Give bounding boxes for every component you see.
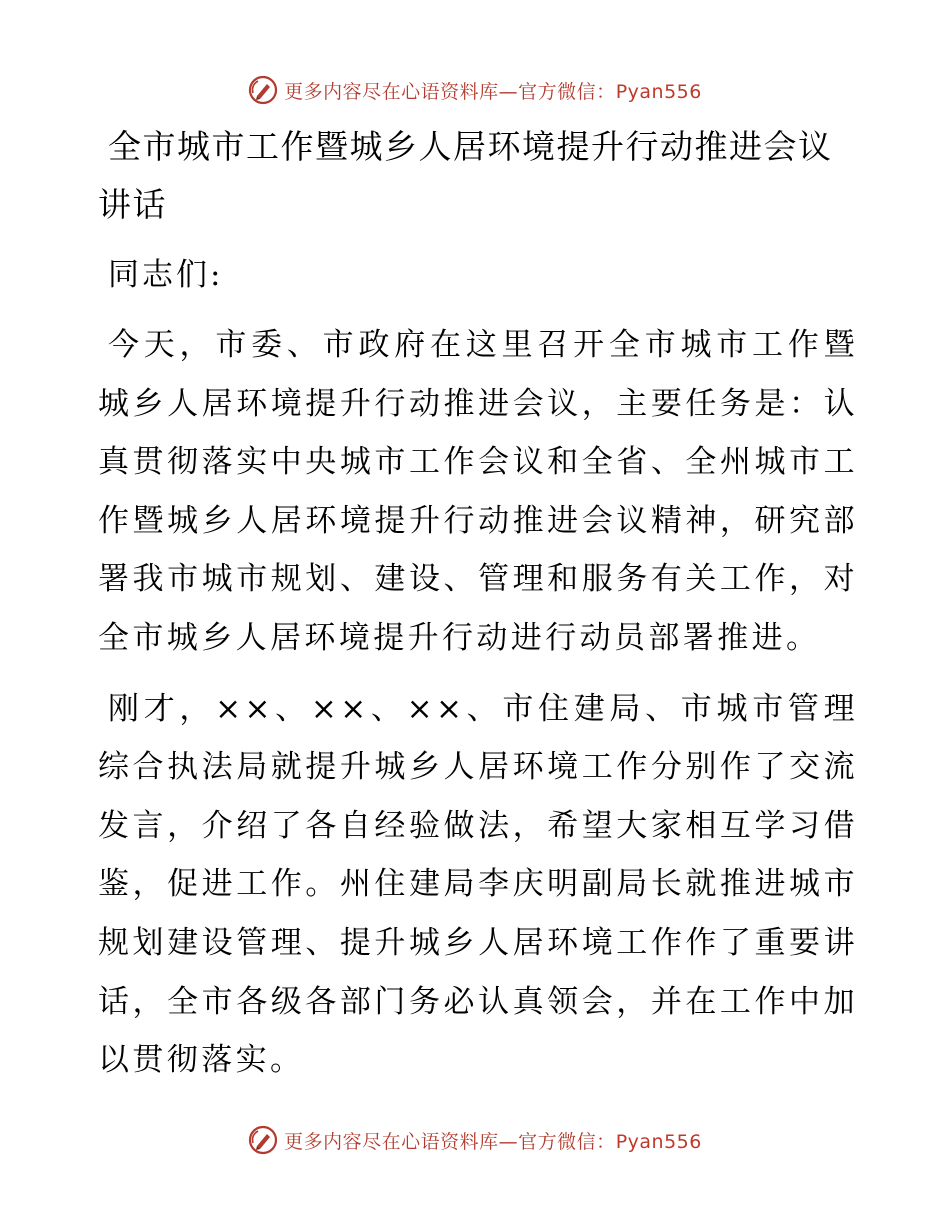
footer-site-text: 更多内容尽在心语资料库 <box>284 1130 499 1153</box>
document-body <box>98 118 858 1102</box>
footer-banner-text <box>284 1127 702 1154</box>
header-site-text: 更多内容尽在心语资料库 <box>284 80 499 103</box>
footer-wechat-id: Pyan556 <box>615 1130 702 1153</box>
header-wechat-id: Pyan556 <box>615 80 702 103</box>
header-separator: — <box>498 80 519 103</box>
pen-in-circle-logo-icon <box>248 75 278 105</box>
footer-separator: — <box>498 1130 519 1153</box>
paragraph-1: 今天，市委、市政府在这里召开全市城市工作暨城乡人居环境提升行动推进会议，主要任务是：认真贯彻落实中央城市工作会议和全省、全州城市工作暨城乡人居环境提升行动推进会议精神，研究部署我市城市规划、建设、管理和服务有关工作，对全市城乡人居环境提升行动进行动员部署推进。 <box>98 327 858 656</box>
header-wechat-label: 官方微信： <box>518 80 616 103</box>
document-title: 全市城市工作暨城乡人居环境提升行动推进会议讲话 <box>98 127 833 224</box>
footer-wechat-label: 官方微信： <box>518 1130 616 1153</box>
footer-banner <box>0 1120 950 1160</box>
header-banner-text <box>284 77 702 104</box>
paragraph-2: 刚才，××、××、××、市住建局、市城市管理综合执法局就提升城乡人居环境工作分别作了交流发言，介绍了各自经验做法，希望大家相互学习借鉴，促进工作。州住建局李庆明副局长就推进城市规划建设管理、提升城乡人居环境工作作了重要讲话，全市各级各部门务必认真领会，并在工作中加以贯彻落实。 <box>98 690 858 1079</box>
pen-in-circle-logo-icon <box>248 1125 278 1155</box>
greeting: 同志们: <box>108 257 224 293</box>
header-banner <box>0 70 950 110</box>
